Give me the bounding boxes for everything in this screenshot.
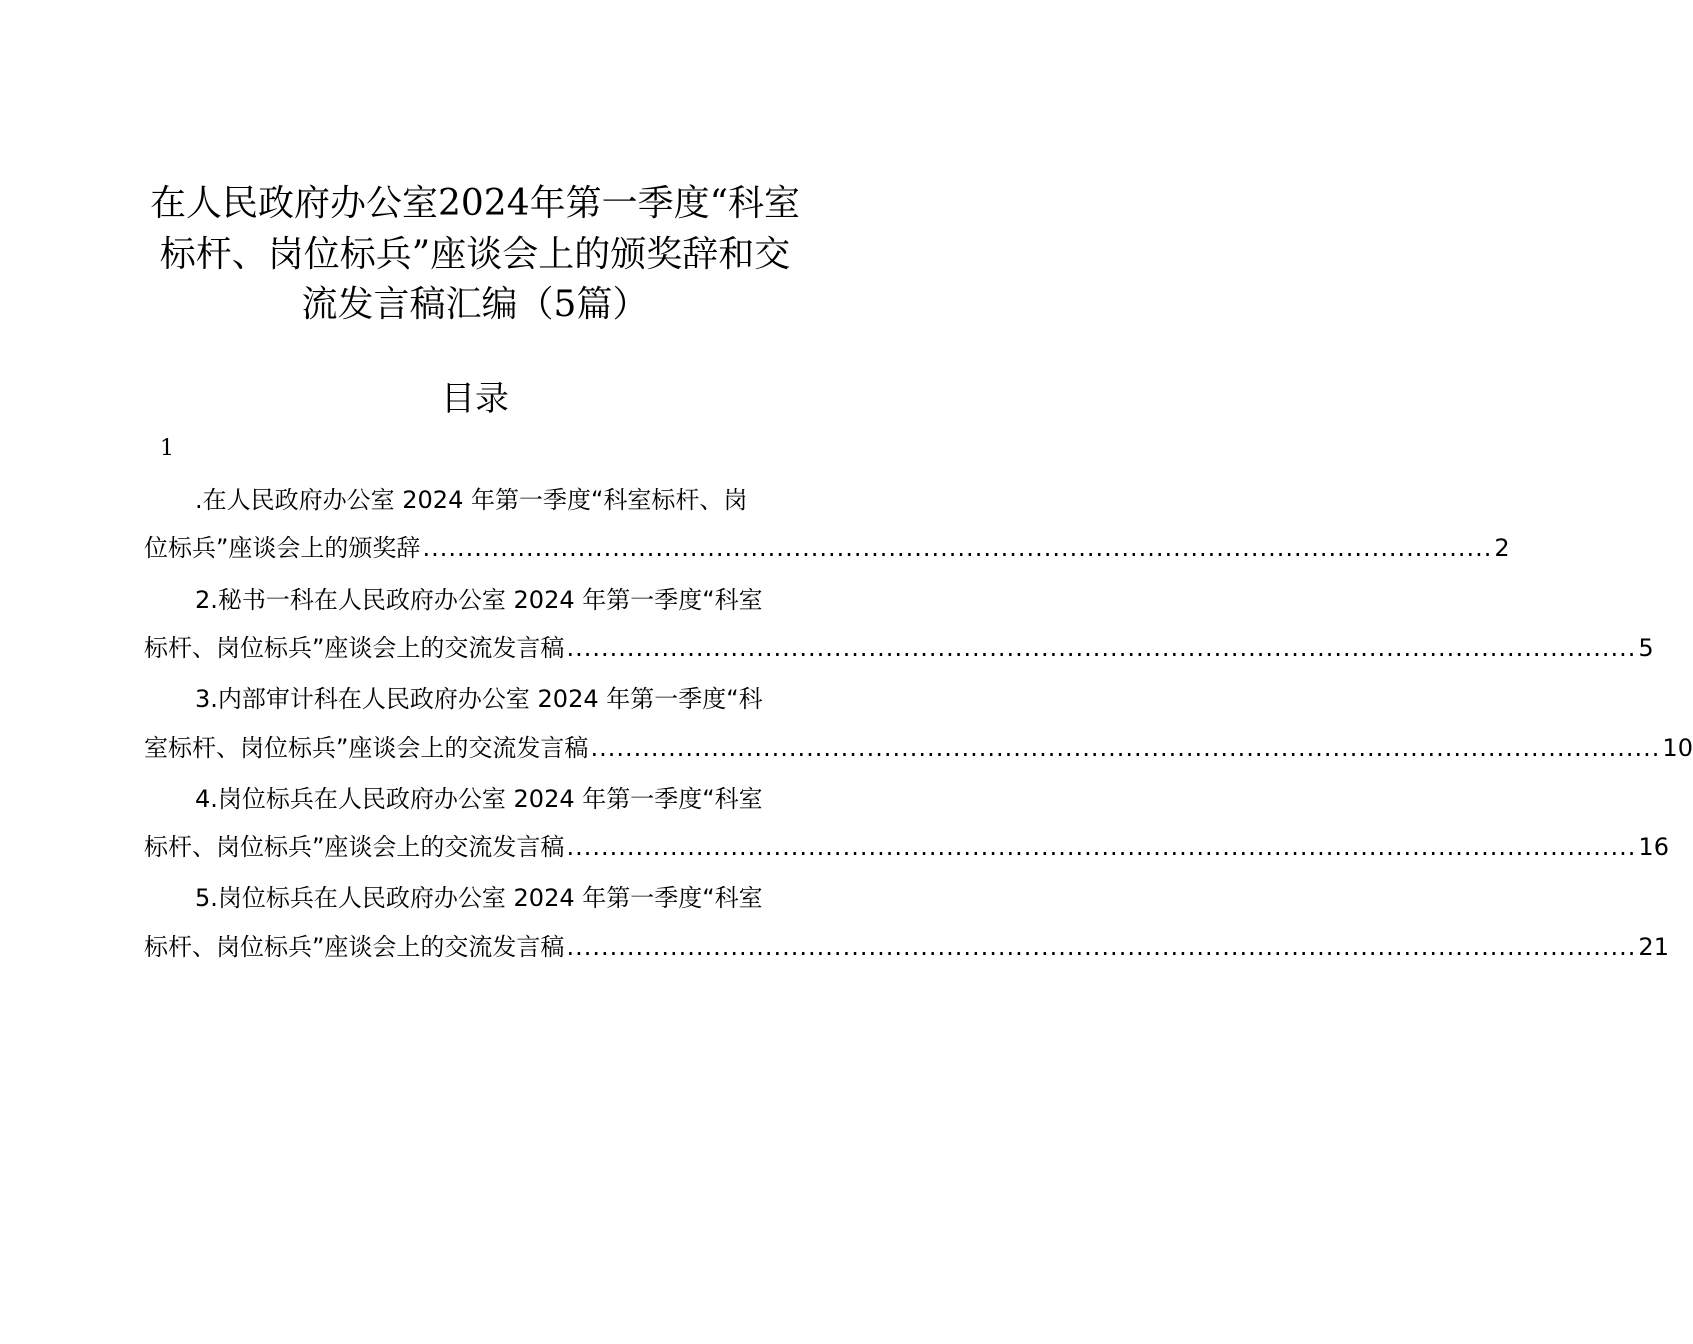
stray-number: 1 — [160, 436, 174, 461]
toc-entry-4-page: 16 — [1638, 833, 1669, 861]
document-title-line-1: 在人民政府办公室2024年第一季度“科室 — [149, 183, 801, 224]
toc-entry-2-line-2[interactable] — [144, 630, 1654, 666]
toc-entry-5-title: 标杆、岗位标兵”座谈会上的交流发言稿 — [144, 933, 565, 961]
toc-entry-3-page: 10 — [1662, 734, 1693, 762]
toc-entry-4-line-1[interactable]: 4.岗位标兵在人民政府办公室 2024 年第一季度“科室 — [195, 785, 763, 813]
toc-entry-4-title: 标杆、岗位标兵”座谈会上的交流发言稿 — [144, 833, 565, 861]
toc-leader-dots: ............................................................................................................................ — [590, 734, 1661, 762]
toc-entry-3-title: 室标杆、岗位标兵”座谈会上的交流发言稿 — [144, 734, 589, 762]
toc-leader-dots: ............................................................................................................................ — [566, 634, 1637, 662]
toc-entry-2-title: 标杆、岗位标兵”座谈会上的交流发言稿 — [144, 634, 565, 662]
toc-entry-5-line-2[interactable] — [144, 929, 1669, 965]
toc-leader-dots: ............................................................................................................................ — [422, 534, 1493, 562]
toc-entry-3-line-2[interactable] — [144, 730, 1693, 766]
toc-entry-1-line-2[interactable] — [144, 530, 1510, 566]
toc-entry-1-title: 位标兵”座谈会上的颁奖辞 — [144, 534, 421, 562]
toc-entry-4-line-2[interactable] — [144, 829, 1669, 865]
document-title-line-2: 标杆、岗位标兵”座谈会上的颁奖辞和交 — [159, 234, 791, 275]
toc-entry-2-page: 5 — [1638, 634, 1654, 662]
toc-leader-dots: ............................................................................................................................ — [566, 833, 1637, 861]
toc-entry-5-page: 21 — [1638, 933, 1669, 961]
toc-entry-5-line-1[interactable]: 5.岗位标兵在人民政府办公室 2024 年第一季度“科室 — [195, 884, 763, 912]
document-title-line-3: 流发言稿汇编（5篇） — [301, 284, 649, 325]
toc-entry-2-line-1[interactable]: 2.秘书一科在人民政府办公室 2024 年第一季度“科室 — [195, 586, 763, 614]
toc-entry-1-line-1[interactable]: .在人民政府办公室 2024 年第一季度“科室标杆、岗 — [195, 486, 748, 514]
toc-entry-1-page: 2 — [1494, 534, 1510, 562]
toc-heading: 目录 — [441, 379, 509, 419]
toc-leader-dots: ............................................................................................................................ — [566, 933, 1637, 961]
toc-entry-3-line-1[interactable]: 3.内部审计科在人民政府办公室 2024 年第一季度“科 — [195, 685, 763, 713]
